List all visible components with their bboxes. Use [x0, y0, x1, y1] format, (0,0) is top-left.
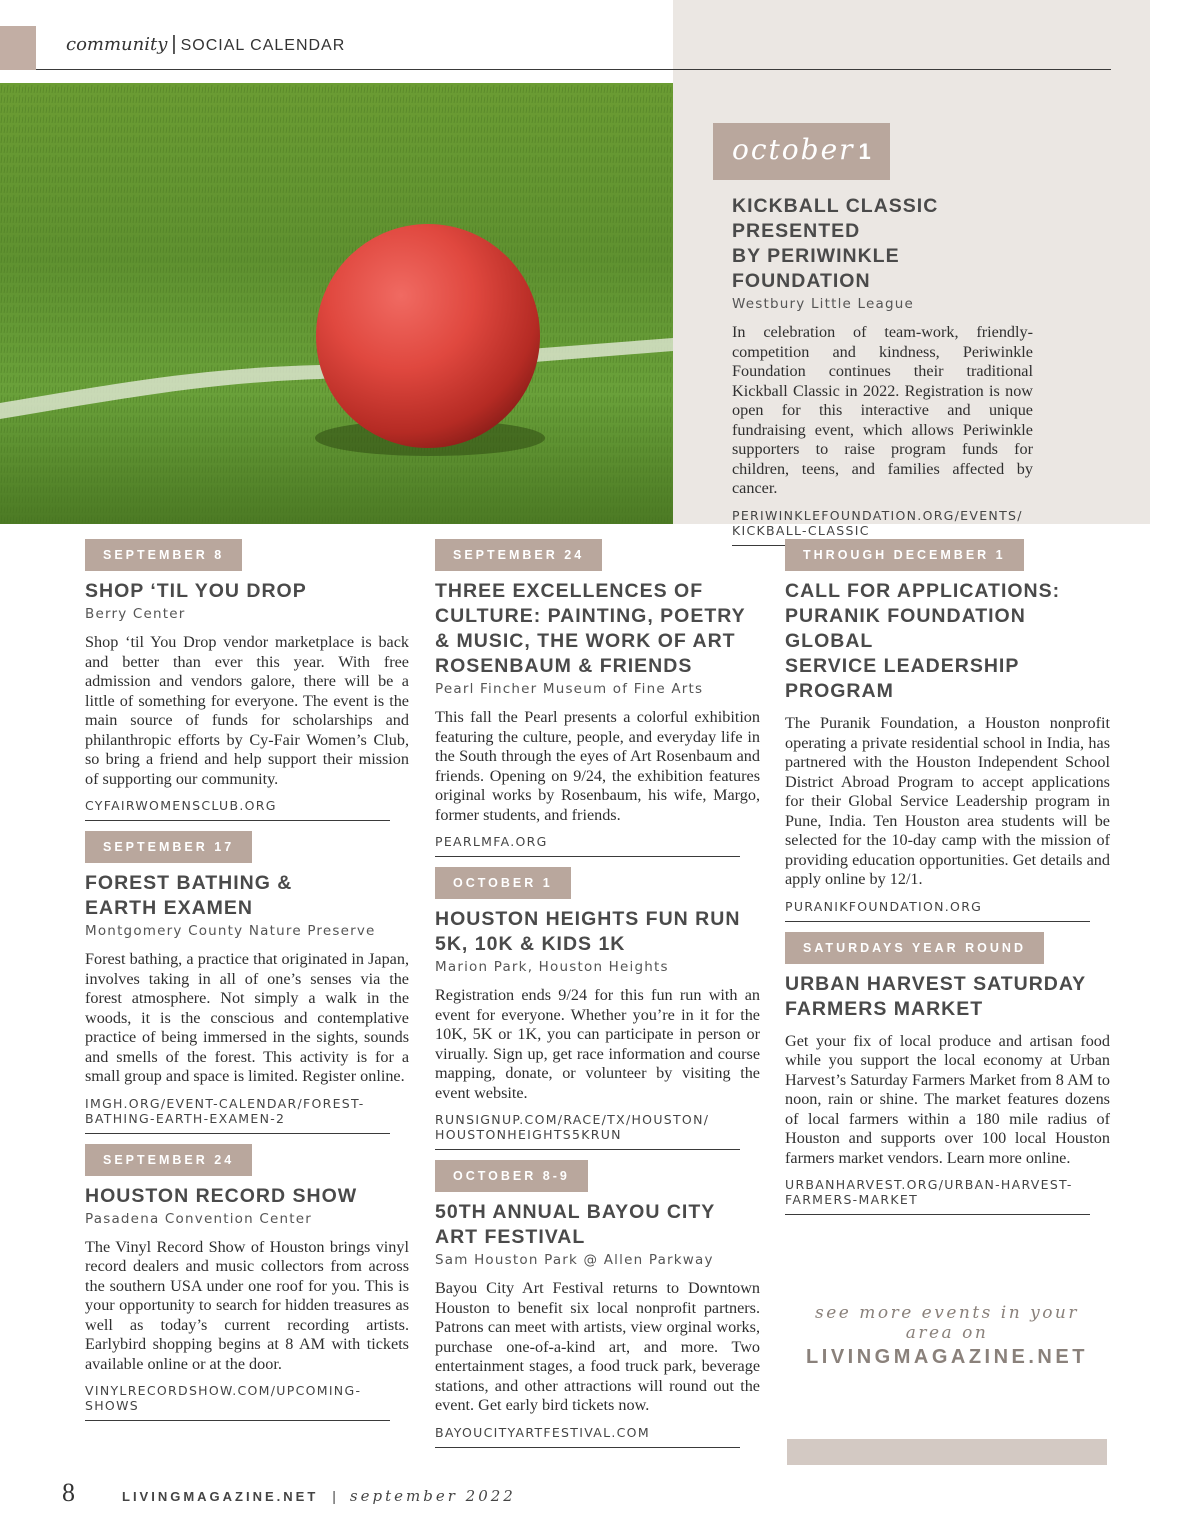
- event-url-line[interactable]: CYFAIRWOMENSCLUB.ORG: [85, 798, 277, 813]
- calendar-column-2: [435, 539, 760, 1458]
- event-title-line: ART FESTIVAL: [435, 1226, 586, 1248]
- event-date-tag: SEPTEMBER 24: [435, 539, 602, 571]
- header-title: SOCIAL CALENDAR: [180, 37, 346, 54]
- event-description: The Vinyl Record Show of Houston brings vinyl record dealers and music collectors from across the southern USA under one roof for you. This is your opportunity to search for hidden treasures as well as today’s current recording artists. Earlybird shopping begins at 8 AM with tickets available online or at the door.: [85, 1237, 409, 1373]
- calendar-event: [85, 1144, 409, 1422]
- kickball-photo: [0, 83, 673, 524]
- event-description: Registration ends 9/24 for this fun run with an event for everyone. Whether you’re in it for the 10K, 5K or 1K, you can participate in person or virually. Sign up, get race information and course mapping, donate, or volunteer by visiting the event website.: [435, 986, 760, 1102]
- event-url[interactable]: [435, 834, 760, 849]
- event-date-tag: SATURDAYS YEAR ROUND: [785, 932, 1044, 964]
- event-description: This fall the Pearl presents a colorful exhibition featuring the culture, people, and everyday life in the South through the eyes of Art Rosenbaum and friends. Opening on 9/24, the exhibition features original works by Rosenbaum, his wife, Margo, former students, and friends.: [435, 708, 760, 824]
- event-title-line: & MUSIC, THE WORK OF ART: [435, 630, 736, 652]
- event-title-line: SERVICE LEADERSHIP PROGRAM: [785, 655, 1020, 702]
- event-rule: [435, 1447, 740, 1448]
- calendar-column-1: [85, 539, 409, 1431]
- event-url[interactable]: [435, 1112, 760, 1142]
- event-description: Get your fix of local produce and artisan food while you support the local economy at Urban Harvest’s Saturday Farmers Market from 8 AM to noon, rain or shine. The market features dozens of local farmers within a 180 mile radius of Houston and supports over 100 local Houston farmers market vendors. Learn more online.: [785, 1031, 1110, 1167]
- calendar-event: [785, 932, 1110, 1216]
- event-date-tag: OCTOBER 1: [435, 867, 571, 899]
- event-url-line[interactable]: BAYOUCITYARTFESTIVAL.COM: [435, 1424, 650, 1440]
- decorative-bar: [787, 1439, 1107, 1465]
- event-title: [85, 871, 409, 921]
- featured-url-line[interactable]: KICKBALL-CLASSIC: [732, 522, 870, 538]
- event-date-tag: SEPTEMBER 8: [85, 539, 242, 571]
- event-rule: [785, 1214, 1090, 1215]
- page-header: [66, 33, 345, 56]
- event-title: [785, 972, 1110, 1022]
- event-date-tag: OCTOBER 8-9: [435, 1160, 588, 1192]
- footer-issue: september 2022: [349, 1487, 516, 1505]
- event-date-tag: SEPTEMBER 24: [85, 1144, 252, 1176]
- event-url-line[interactable]: PURANIKFOUNDATION.ORG: [785, 898, 983, 914]
- event-location: Pearl Fincher Museum of Fine Arts: [435, 681, 704, 697]
- event-location: Berry Center: [85, 606, 186, 622]
- event-url-line[interactable]: HOUSTONHEIGHTS5KRUN: [435, 1127, 622, 1142]
- calendar-event: [435, 1160, 760, 1448]
- event-description: Shop ‘til You Drop vendor marketplace is back and better than ever this year. With free admission and vendors galore, there will be a little of something for everyone. The event is the main source of funds for scholarships and philanthropic efforts by Cy-Fair Women’s Club, so bring a friend and help support their mission of supporting our community.: [85, 633, 409, 788]
- featured-title-line: KICKBALL CLASSIC PRESENTED: [732, 195, 939, 242]
- event-title-line: SHOP ‘TIL YOU DROP: [85, 580, 307, 602]
- event-url-line[interactable]: URBANHARVEST.ORG/URBAN-HARVEST-: [785, 1177, 1073, 1192]
- event-title: [85, 579, 409, 604]
- event-rule: [85, 1133, 390, 1134]
- event-title-line: 50TH ANNUAL BAYOU CITY: [435, 1201, 716, 1223]
- footer-separator: |: [332, 1488, 336, 1504]
- featured-month: october: [732, 133, 855, 166]
- event-description: Forest bathing, a practice that originated in Japan, involves taking in all of one’s senses via the forest atmosphere. Not simply a walk in the woods, it is the conscious and contemplative practice of being immersed in the sights, sounds and smells of the forest. This activity is for a small group and space is limited. Register online.: [85, 950, 409, 1085]
- event-url[interactable]: [785, 1177, 1110, 1207]
- event-title-line: URBAN HARVEST SATURDAY: [785, 972, 1087, 995]
- featured-day: 1: [858, 139, 871, 164]
- event-title-line: 5K, 10K & KIDS 1K: [435, 933, 626, 955]
- event-rule: [85, 1420, 390, 1421]
- page-number: 8: [62, 1478, 75, 1507]
- header-separator: |: [171, 33, 177, 55]
- calendar-event: [435, 867, 760, 1150]
- event-location: Marion Park, Houston Heights: [435, 959, 669, 975]
- event-date-tag: SEPTEMBER 17: [85, 831, 252, 863]
- event-rule: [435, 1149, 740, 1150]
- event-url[interactable]: [85, 798, 409, 813]
- event-title-line: FOREST BATHING &: [85, 872, 293, 894]
- footer-site[interactable]: LIVINGMAGAZINE.NET: [122, 1489, 319, 1504]
- see-more-link[interactable]: LIVINGMAGAZINE.NET: [806, 1346, 1088, 1368]
- event-title-line: PURANIK FOUNDATION GLOBAL: [785, 605, 1026, 652]
- event-title-line: ROSENBAUM & FRIENDS: [435, 655, 693, 677]
- event-description: Bayou City Art Festival returns to Downtown Houston to benefit six local nonprofit partners. Patrons can meet with artists, view orginal works, purchase one-of-a-kind art, and more. Two entertainment stages, a food truck park, beverage stations, and other attractions will round out the event. Get early bird tickets now.: [435, 1279, 760, 1414]
- featured-location: Westbury Little League: [732, 296, 915, 312]
- event-title-line: CULTURE: PAINTING, POETRY: [435, 605, 746, 627]
- event-title-line: FARMERS MARKET: [785, 997, 984, 1020]
- featured-date-tag: [713, 123, 890, 180]
- event-url-line[interactable]: PEARLMFA.ORG: [435, 834, 548, 849]
- calendar-event: [85, 831, 409, 1134]
- event-title-line: THREE EXCELLENCES OF: [435, 580, 704, 602]
- event-title-line: HOUSTON HEIGHTS FUN RUN: [435, 908, 741, 930]
- featured-title-line: BY PERIWINKLE FOUNDATION: [732, 245, 900, 292]
- event-title: [85, 1184, 409, 1209]
- event-rule: [785, 921, 1090, 922]
- event-url[interactable]: [85, 1096, 409, 1126]
- event-url[interactable]: [85, 1383, 409, 1413]
- event-url[interactable]: [785, 899, 1110, 914]
- event-date-tag: THROUGH DECEMBER 1: [785, 539, 1024, 571]
- header-tab: [0, 26, 36, 70]
- featured-title: [732, 194, 1033, 294]
- featured-url-line[interactable]: PERIWINKLEFOUNDATION.ORG/EVENTS/: [732, 507, 1023, 523]
- event-title-line: EARTH EXAMEN: [85, 897, 254, 919]
- calendar-event: [435, 539, 760, 857]
- event-title-line: CALL FOR APPLICATIONS:: [785, 580, 1061, 602]
- calendar-column-3: [785, 539, 1110, 1225]
- event-location: Pasadena Convention Center: [85, 1210, 312, 1227]
- calendar-event: [785, 539, 1110, 922]
- event-rule: [435, 856, 740, 857]
- event-title: [435, 1200, 760, 1250]
- event-location: Sam Houston Park @ Allen Parkway: [435, 1252, 714, 1268]
- event-url[interactable]: [435, 1425, 760, 1440]
- event-rule: [85, 820, 390, 821]
- event-description: The Puranik Foundation, a Houston nonprofit operating a private residential school in India, has partnered with the Houston Independent School District Abroad Program to accept applications for their Global Service Leadership program in Pune, India. Ten Houston area students will be selected for the 10-day camp with the mission of providing education opportunities. Get details and apply online by 12/1.: [785, 714, 1110, 888]
- event-url-line[interactable]: RUNSIGNUP.COM/RACE/TX/HOUSTON/: [435, 1112, 710, 1127]
- header-rule: [36, 69, 1111, 70]
- event-url-line[interactable]: FARMERS-MARKET: [785, 1192, 919, 1207]
- calendar-event: [85, 539, 409, 821]
- event-title: [785, 579, 1110, 704]
- event-url-line[interactable]: BATHING-EARTH-EXAMEN-2: [85, 1110, 286, 1126]
- event-title-line: HOUSTON RECORD SHOW: [85, 1184, 358, 1207]
- see-more-text: see more events in your area on: [814, 1303, 1080, 1343]
- event-title: [435, 907, 760, 957]
- event-url-line[interactable]: VINYLRECORDSHOW.COM/UPCOMING-SHOWS: [85, 1383, 362, 1413]
- featured-description: In celebration of team-work, friendly-competition and kindness, Periwinkle Foundation continues their traditional Kickball Classic in 2022. Registration is now open for this interactive and unique fundraising event, which allows Periwinkle supporters to raise program funds for children, teens, and families affected by cancer.: [732, 323, 1033, 497]
- see-more-promo: [787, 1303, 1107, 1369]
- header-section: community: [66, 34, 168, 55]
- event-title: [435, 579, 760, 679]
- event-location: Montgomery County Nature Preserve: [85, 923, 376, 939]
- event-url-line[interactable]: IMGH.ORG/EVENT-CALENDAR/FOREST-: [85, 1095, 365, 1111]
- featured-url[interactable]: [732, 508, 1033, 538]
- page-footer: [62, 1478, 516, 1508]
- featured-event: [713, 123, 1033, 546]
